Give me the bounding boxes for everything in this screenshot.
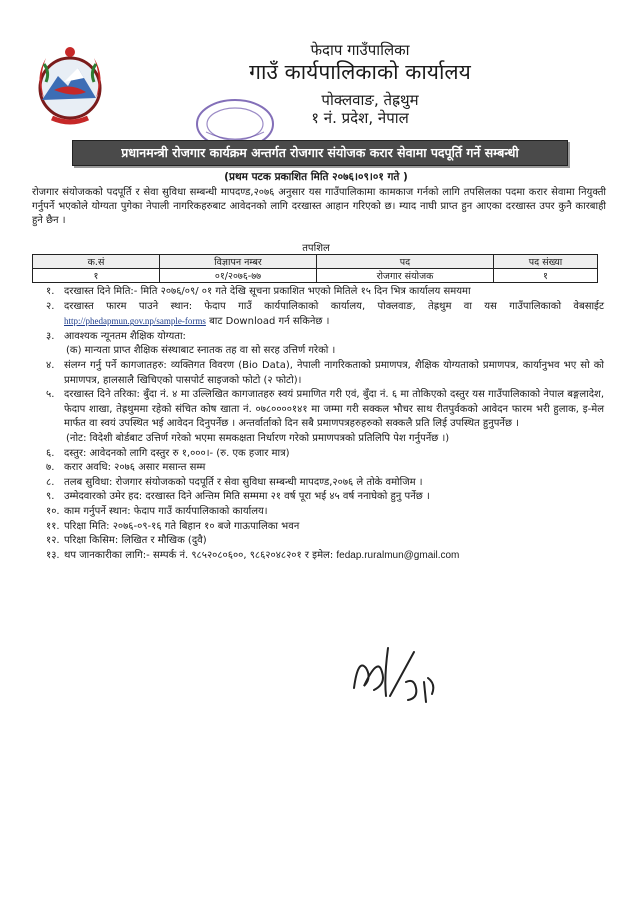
item-number: १०. [46,505,60,517]
item-text: परिक्षा किसिम: लिखित र मौखिक (दुवै) [64,535,207,547]
list-item [46,490,604,505]
item-text: तलब सुविधा: रोजगार संयोजकको पदपूर्ति र सेवा सुविधा सम्बन्धी मापदण्ड,२०७६ ले तोके वमोजिम । [64,476,423,488]
intro-paragraph: रोजगार संयोजकको पदपूर्ति र सेवा सुविधा सम्बन्धी मापदण्ड,२०७६ अनुसार यस गाउँपालिकामा कामकाज गर्नको लागि तपसिलका पदमा करार सेवामा नियुक्ती गर्नुपर्ने भएकोले योग्यता पुगेका नेपाली नागरिकहरुबाट आवेदनको लागि दरखास्त आहान गरिएको छ। म्याद नाघी प्राप्त हुन आएका दरखास्त उपर कुनै कारबाही हुने छैन । [32,187,606,226]
contact-email-link[interactable]: fedap.ruralmun@gmail.com [336,549,460,561]
item-number: ९. [46,491,55,503]
list-item [46,447,604,462]
list-item [46,476,604,491]
cell-sn: १ [33,269,160,283]
office-address: पोक्लवाङ, तेह्रथुम [321,91,419,109]
item-number: २. [46,300,55,312]
sample-forms-link[interactable]: http://phedapmun.gov.np/sample-forms [64,316,206,327]
item-number: १. [46,286,55,297]
item-number: १३. [46,549,60,561]
item-text: करार अवधि: २०७६ असार मसान्त सम्म [64,462,206,474]
province-country: १ नं. प्रदेश, नेपाल [311,109,409,127]
item-number: ११. [46,520,60,532]
list-item [46,534,604,549]
vacancy-table [32,254,598,283]
notice-title-banner: प्रधानमन्त्री रोजगार कार्यक्रम अन्तर्गत रोजगार संयोजक करार सेवामा पदपूर्ति गर्ने सम्बन्धी [72,140,568,166]
item-text: दरखास्त फारम पाउने स्थान: फेदाप गाउँ कार्यपालिकाको कार्यालय, पोक्लवाङ, तेह्रथुम वा यस गाउँपालिकाको वेबसाईट [64,300,604,312]
list-item [46,388,604,446]
handwritten-signature [344,638,448,710]
office-name: गाउँ कार्यपालिकाको कार्यालय [249,60,471,84]
list-item [46,300,604,330]
item-number: ४. [46,359,55,371]
item-number: १२. [46,535,60,547]
list-item [46,330,604,359]
list-item [46,359,604,388]
table-caption: तपशिल [302,243,330,254]
item-text: परिक्षा मिति: २०७६-०९-१६ गते बिहान १० बजे गाऊपालिका भवन [64,520,300,532]
cell-ad-number: ०१/२०७६-७७ [160,269,317,283]
item-text: दस्तुर: आवेदनको लागि दस्तुर रु १,०००।- (रु. एक हजार मात्र) [64,447,290,459]
column-header-ad-number: विज्ञापन नम्बर [160,255,317,269]
list-item [46,285,604,300]
list-item [46,549,604,564]
item-number: ७. [46,462,55,474]
table-row [33,269,598,283]
cell-post: रोजगार संयोजक [317,269,494,283]
column-header-sn: क.सं [33,255,160,269]
item-text: उम्मेदवारको उमेर हद: दरखास्त दिने अन्तिम मिति सम्ममा २१ वर्ष पूरा भई ४५ वर्ष ननाघेको हुनु पर्नेछ । [64,491,430,503]
list-item [46,461,604,476]
item-text-after: बाट Download गर्न सकिनेछ । [209,316,330,328]
list-item [46,505,604,520]
notice-items-list [46,285,604,563]
item-number: ३. [46,330,55,342]
item-text: थप जानकारीका लागि:- सम्पर्क नं. ९८५२०८०६००, ९८६२०४८२०१ र इमेल: [64,549,334,561]
publication-date: (प्रथम पटक प्रकाशित मिति २०७६।०९।०१ गते ) [224,171,408,183]
column-header-post-count: पद संख्या [494,255,598,269]
item-number: ६. [46,447,55,459]
column-header-post: पद [317,255,494,269]
item-text: दरखास्त दिने तरिका: बुँदा नं. ४ मा उल्लिखित कागजातहरु स्वयं प्रमाणित गरी एवं, बुँदा नं. ६ मा तोकिएको दस्तुर यस गाउँपालिकाको नेपाल बङ्गलादेश, फेदाप शाखा, तेह्रथुममा रहेको संचित कोष खाता नं. ०७८००००१४१ मा जम्मा गरी सक्कल भौचर साथ रीतपुर्वकको आवेदन फारम भरी हुलाक, इ-मेल मार्फत वा स्वयं उपस्थित भई आवेदन दिनुपर्नेछ । अन्तर्वार्ताको दिन सबै प्रमाणपत्रहरुहरुको सक्कलै प्रति लिई उपस्थित हुनुपर्नेछ । [64,389,604,430]
item-number: ५. [46,389,55,401]
municipality-name: फेदाप गाउँपालिका [310,41,410,59]
item-number: ८. [46,476,55,488]
item-subtext: (क) मान्यता प्राप्त शैक्षिक संस्थाबाट स्नातक तह वा सो सरह उत्तिर्ण गरेको । [66,345,336,357]
item-note: (नोट: विदेशी बोर्डबाट उत्तिर्ण गरेको भएमा समकक्षता निर्धारण गरेको प्रमाणपत्रको प्रतिलिपि पेश गर्नुपर्नेछ ।) [66,432,450,444]
item-text: आवश्यक न्यूनतम शैक्षिक योग्यता: [64,330,186,342]
item-text: काम गर्नुपर्ने स्थान: फेदाप गाउँ कार्यपालिकाको कार्यालय। [64,505,268,517]
item-text: संलग्न गर्नु पर्ने कागजातहरु: व्यक्तिगत विवरण (Bio Data), नेपाली नागरिकताको प्रमाणपत्र, शैक्षिक योग्यताको प्रमाणपत्र, कार्यानुभव भए सो को प्रमाणपत्र, हालसालै खिचिएको पासपोर्ट साइजको फोटो (२ फोटो)। [64,359,604,386]
item-text: दरखास्त दिने मिति:- मिति २०७६/०९/ ०१ गते देखि सूचना प्रकाशित भएको मितिले १५ दिन भित्र कार्यालय समयमा [64,286,471,297]
cell-post-count: १ [494,269,598,283]
list-item [46,520,604,535]
